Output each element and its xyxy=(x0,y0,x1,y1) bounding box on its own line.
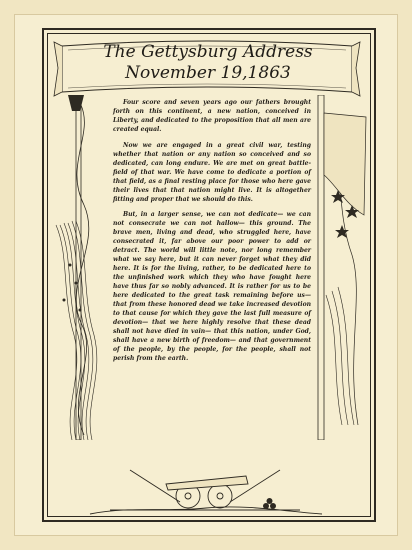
title-line-1: The Gettysburg Address xyxy=(103,42,313,62)
address-text xyxy=(113,99,311,371)
paragraph-2: Now we are engaged in a great civil war, testing whether that nation or any nation so conceived and so dedicated, can long endure. We are met on great battle-field of that war. We have come to dedicate a portion of that field, as a final resting place for those who here gave their lives that that nation might live. It is altogether fitting and proper that we should do this. xyxy=(113,141,311,203)
paragraph-3: But, in a larger sense, we can not dedicate— we can not consecrate we can not hallow— this ground. The brave men, living and dead, who struggled here, have consecrated it, far above our poor power to add or detract. The world will little note, nor long remember what we say here, but it can never forget what they did here. It is for the living, rather, to be dedicated here to the unfinished work which they who have fought here have thus far so nobly advanced. It is rather for us to be here dedicated to the great task remaining before us— that from these honored dead we take increased devotion to that cause for which they gave the last full measure of devotion— that we here highly resolve that these dead shall not have died in vain— that this nation, under God, shall have a new birth of freedom— and that government of the people, by the people, for the people, shall not perish from the earth. xyxy=(113,211,311,362)
cannon-illustration xyxy=(70,440,342,518)
title-block xyxy=(68,42,348,92)
left-flag-illustration xyxy=(54,95,110,440)
title-line-2: November 19,1863 xyxy=(125,63,291,83)
paragraph-1: Four score and seven years ago our fathers brought forth on this continent, a new nation, conceived in Liberty, and dedicated to the proposition that all men are created equal. xyxy=(113,99,311,133)
right-flag-illustration xyxy=(316,95,372,440)
